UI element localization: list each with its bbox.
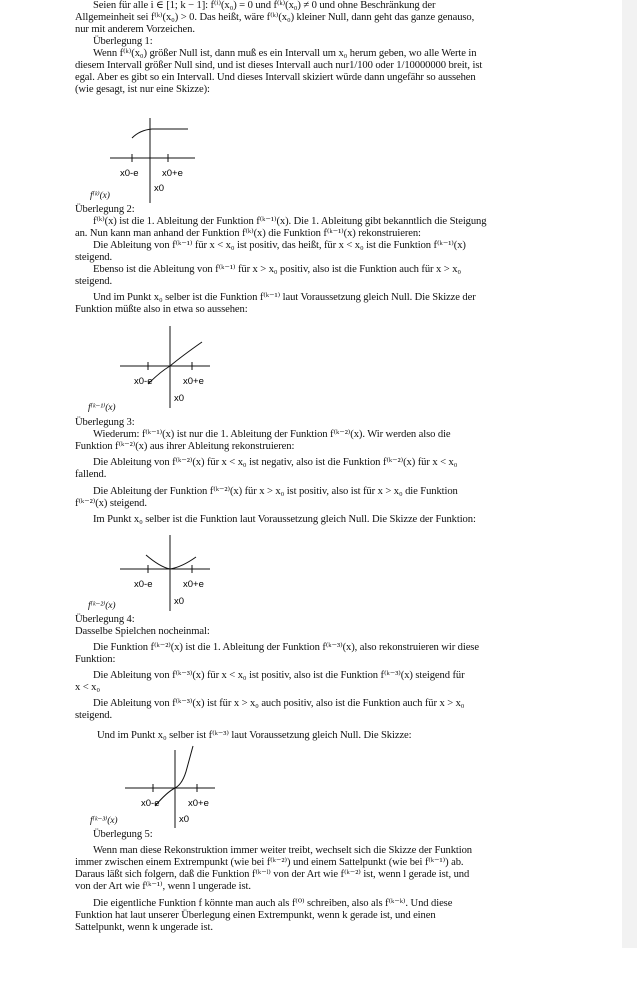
text-line: Seien für alle i ∈ [1; k − 1]: f⁽ⁱ⁾(x₀) = 0 und f⁽ᵏ⁾(x₀) ≠ 0 und ohne Beschränkung der: [93, 0, 436, 11]
text-line: Daraus läßt sich folgern, daß die Funktion f⁽ᵏ⁻ˡ⁾ von der Art wie f⁽ᵏ⁻²⁾ ist, wenn l gerade ist, und: [75, 869, 470, 880]
tick-label-left: x0-e: [120, 168, 139, 179]
text-line: Dasselbe Spielchen nocheinmal:: [75, 626, 210, 637]
text-line: Die Ableitung von f⁽ᵏ⁻³⁾(x) für x < x₀ ist positiv, also ist die Funktion f⁽ᵏ⁻³⁾(x) steigend für: [93, 670, 465, 681]
text-line: f⁽ᵏ⁾(x) ist die 1. Ableitung der Funktion f⁽ᵏ⁻¹⁾(x). Die 1. Ableitung gibt bekanntlich die Steigung: [93, 216, 487, 227]
text-line: Sattelpunkt, wenn k ungerade ist.: [75, 922, 213, 933]
text-line: steigend.: [75, 276, 113, 287]
text-line: (wie gesagt, ist nur eine Skizze):: [75, 84, 210, 95]
section-heading: Überlegung 5:: [93, 829, 153, 840]
text-line: Funktion hat laut unserer Überlegung einen Extrempunkt, wenn k gerade ist, und einen: [75, 910, 436, 921]
tick-label-left: x0-e: [134, 376, 153, 387]
figure-label: f⁽ᵏ⁻³⁾(x): [90, 816, 118, 826]
text-line: x < x₀: [75, 682, 100, 693]
tick-label-right: x0+e: [188, 798, 209, 809]
tick-label-left: x0-e: [141, 798, 160, 809]
tick-label-right: x0+e: [183, 579, 204, 590]
text-line: Die eigentliche Funktion f könnte man auch als f⁽⁰⁾ schreiben, also als f⁽ᵏ⁻ᵏ⁾. Und diese: [93, 898, 453, 909]
figure-label: f⁽ᵏ⁻²⁾(x): [88, 601, 116, 611]
text-line: Die Ableitung von f⁽ᵏ⁻³⁾(x) ist für x > x₀ auch positiv, also ist die Funktion auch für x > x₀: [93, 698, 465, 709]
text-line: Die Ableitung der Funktion f⁽ᵏ⁻²⁾(x) für x > x₀ ist positiv, also ist für x > x₀ die Funktion: [93, 486, 458, 497]
tick-label-right: x0+e: [162, 168, 183, 179]
text-line: Im Punkt x₀ selber ist die Funktion laut Voraussetzung gleich Null. Die Skizze der Funktion:: [93, 514, 476, 525]
text-line: Wenn f⁽ᵏ⁾(x₀) größer Null ist, dann muß es ein Intervall um x₀ herum geben, wo alle Werte in: [93, 48, 477, 59]
text-line: Und im Punkt x₀ selber ist f⁽ᵏ⁻³⁾ laut Voraussetzung gleich Null. Die Skizze:: [97, 730, 412, 741]
text-line: Ebenso ist die Ableitung von f⁽ᵏ⁻¹⁾ für x > x₀ positiv, also ist die Funktion auch für x > x₀: [93, 264, 461, 275]
text-line: Allgemeinheit sei f⁽ᵏ⁾(x₀) > 0. Das heißt, wäre f⁽ᵏ⁾(x₀) kleiner Null, dann geht das ganze genauso,: [75, 12, 475, 23]
figure-label: f⁽ᵏ⁾(x): [90, 191, 110, 201]
text-line: Und im Punkt x₀ selber ist die Funktion f⁽ᵏ⁻¹⁾ laut Voraussetzung gleich Null. Die Skizze der: [93, 292, 476, 303]
sketch-figure-2: [90, 322, 230, 410]
text-line: egal. Aber es gibt so ein Intervall. Und dieses Intervall skiziert würde dann ungefähr so aussehen: [75, 72, 476, 83]
text-line: nur mit anderem Vorzeichen.: [75, 24, 195, 35]
text-line: an. Nun kann man anhand der Funktion f⁽ᵏ⁾(x) die Funktion f⁽ᵏ⁻¹⁾(x) rekonstruieren:: [75, 228, 421, 239]
tick-label-center: x0: [179, 814, 190, 825]
section-heading: Überlegung 1:: [93, 36, 153, 47]
text-line: Wenn man diese Rekonstruktion immer weiter treibt, wechselt sich die Skizze der Funktion: [93, 845, 472, 856]
tick-label-center: x0: [174, 596, 185, 607]
tick-label-right: x0+e: [183, 376, 204, 387]
text-line: Funktion f⁽ᵏ⁻²⁾(x) aus ihrer Ableitung rekonstruieren:: [75, 441, 295, 452]
section-heading: Überlegung 4:: [75, 614, 135, 625]
text-line: Funktion müßte also in etwa so aussehen:: [75, 304, 248, 315]
text-line: immer zwischen einem Extrempunkt (wie bei f⁽ᵏ⁻²⁾) und einem Sattelpunkt (wie bei f⁽ᵏ⁻¹⁾) ab.: [75, 857, 464, 868]
section-heading: Überlegung 3:: [75, 417, 135, 428]
tick-label-center: x0: [154, 183, 165, 194]
text-line: Funktion:: [75, 654, 116, 665]
section-heading: Überlegung 2:: [75, 204, 135, 215]
text-line: f⁽ᵏ⁻²⁾(x) steigend.: [75, 498, 147, 509]
text-line: steigend.: [75, 252, 113, 263]
text-line: von der Art wie f⁽ᵏ⁻¹⁾, wenn l ungerade ist.: [75, 881, 251, 892]
text-line: Die Ableitung von f⁽ᵏ⁻²⁾(x) für x < x₀ ist negativ, also ist die Funktion f⁽ᵏ⁻²⁾(x) für x < x₀: [93, 457, 458, 468]
text-line: Die Funktion f⁽ᵏ⁻²⁾(x) ist die 1. Ableitung der Funktion f⁽ᵏ⁻³⁾(x), also rekonstruieren wir diese: [93, 642, 479, 653]
tick-label-center: x0: [174, 393, 185, 404]
figure-label: f⁽ᵏ⁻¹⁾(x): [88, 403, 116, 413]
text-line: Die Ableitung von f⁽ᵏ⁻¹⁾ für x < x₀ ist positiv, das heißt, für x < x₀ ist die Funktion f⁽ᵏ⁻¹⁾(x): [93, 240, 466, 251]
text-line: diesem Intervall größer Null sind, und ist dieses Intervall auch nur1/100 oder 1/10000000 breit, ist: [75, 60, 483, 71]
scan-edge: [622, 0, 637, 948]
text-line: steigend.: [75, 710, 113, 721]
text-line: Wiederum: f⁽ᵏ⁻¹⁾(x) ist nur die 1. Ableitung der Funktion f⁽ᵏ⁻²⁾(x). Wir werden also die: [93, 429, 451, 440]
page-margin-bottom: [0, 948, 637, 1001]
text-line: fallend.: [75, 469, 107, 480]
tick-label-left: x0-e: [134, 579, 153, 590]
